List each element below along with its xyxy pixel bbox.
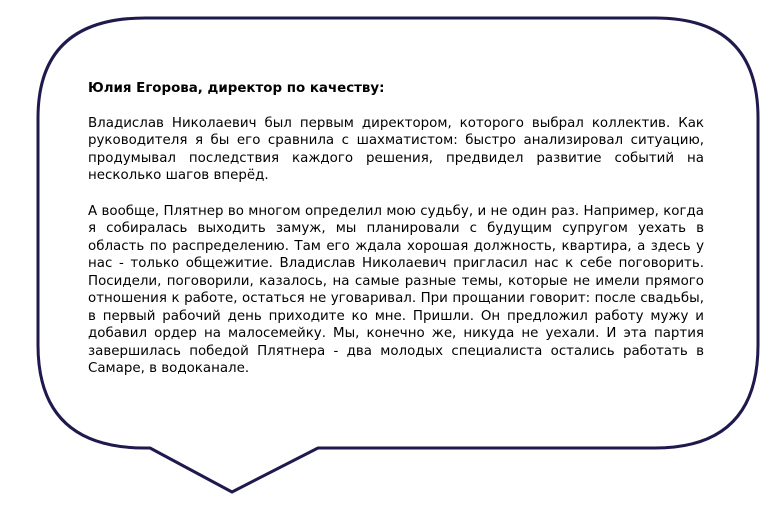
quote-author-heading: Юлия Егорова, директор по качеству: [88,81,385,96]
quote-content [88,80,704,396]
quote-paragraph-2: А вообще, Плятнер во многом определил мою судьбу, и не один раз. Например, когда я собиралась выходить замуж, мы планировали с будущим супругом уехать в область по распределению. Там его ждала хорошая должность, квартира, а здесь у нас - только общежитие. Владислав Николаевич пригласил нас к себе поговорить. Посидели, поговорили, казалось, на самые разные темы, которые не имели прямого отношения к работе, остаться не уговаривал. При прощании говорит: после свадьбы, в первый рабочий день приходите ко мне. Пришли. Он предложил работу мужу и добавил ордер на малосемейку. Мы, конечно же, никуда не уехали. И эта партия завершилась победой Плятнера - два молодых специалиста остались работать в Самаре, в водоканале. [88,203,704,376]
quote-paragraph-1: Владислав Николаевич был первым директором, которого выбрал коллектив. Как руководителя я бы его сравнила с шахматистом: быстро анализировал ситуацию, продумывал последствия каждого решения, предвидел развитие событий на несколько шагов вперёд. [88,115,704,183]
